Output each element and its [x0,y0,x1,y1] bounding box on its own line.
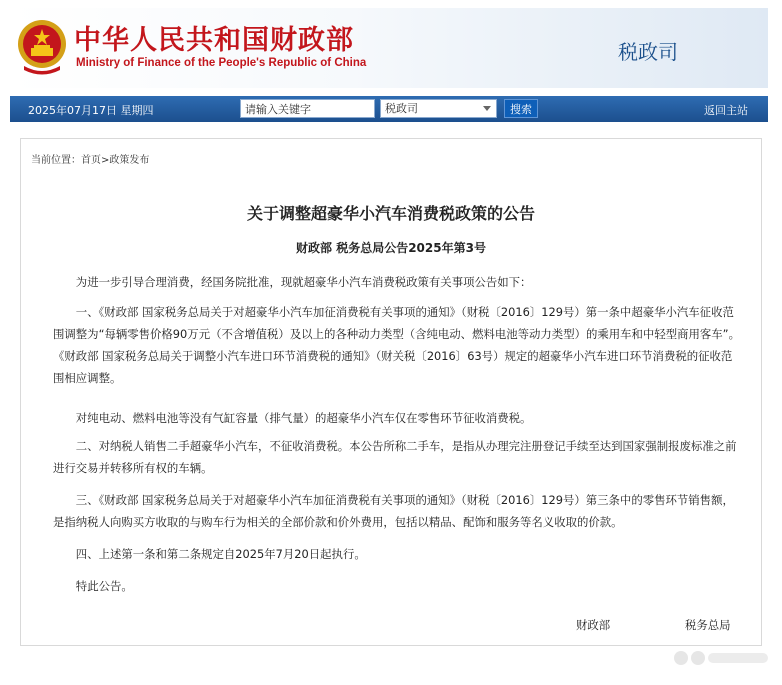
watermark [674,651,768,665]
department-select-value: 税政司 [385,102,418,115]
watermark-bar [708,653,768,663]
watermark-icon [691,651,705,665]
site-header [10,8,768,88]
article-container [20,138,762,646]
department-name: 税政司 [618,40,678,64]
watermark-icon [674,651,688,665]
breadcrumb[interactable]: 当前位置：首页>政策发布 [31,155,150,166]
nav-bar [10,96,768,122]
article-paragraph: 特此公告。 [75,579,133,593]
current-date: 2025年07月17日 星期四 [28,104,154,117]
home-link[interactable]: 返回主站 [704,104,748,117]
signer-sta: 税务总局 [685,618,731,632]
article-paragraph: 对纯电动、燃料电池等没有气缸容量（排气量）的超豪华小汽车仅在零售环节征收消费税。 [75,411,532,425]
article-paragraph: 三、《财政部 国家税务总局关于对超豪华小汽车加征消费税有关事项的通知》（财税〔2016〕129号）第三条中的零售环节销售额，是指纳税人向购买方收取的与购车行为相关的全部价款和价外费用，包括以精品、配饰和服务等名义收取的价款。 [53,493,734,529]
article-title: 关于调整超豪华小汽车消费税政策的公告 [246,204,535,223]
article-paragraph: 四、上述第一条和第二条规定自2025年7月20日起执行。 [75,547,366,561]
department-select[interactable] [380,99,497,118]
site-title-cn[interactable]: 中华人民共和国财政部 [74,25,354,56]
national-emblem-icon [16,16,68,78]
site-title-en: Ministry of Finance of the People's Republic of China [76,57,367,69]
article-paragraph: 为进一步引导合理消费，经国务院批准，现就超豪华小汽车消费税政策有关事项公告如下： [75,275,532,289]
signer-mof: 财政部 [576,618,611,632]
article-paragraph: 二、对纳税人销售二手超豪华小汽车，不征收消费税。本公告所称二手车，是指从办理完注册登记手续至达到国家强制报废标准之前进行交易并转移所有权的车辆。 [53,439,737,475]
document-number: 财政部 税务总局公告2025年第3号 [296,241,486,255]
article-paragraph: 一、《财政部 国家税务总局关于对超豪华小汽车加征消费税有关事项的通知》（财税〔2016〕129号）第一条中超豪华小汽车征收范围调整为“每辆零售价格90万元（不含增值税）及以上的各种动力类型（含纯电动、燃料电池等动力类型）的乘用车和中轻型商用客车”。《财政部 国家税务总局关于调整小汽车进口环节消费税的通知》（财关税〔2016〕63号）规定的超豪华小汽车进口环节消费税的征收范围相应调整。 [53,305,740,385]
search-input[interactable] [240,99,375,118]
chevron-down-icon [483,106,491,111]
search-button[interactable]: 搜索 [504,99,538,118]
